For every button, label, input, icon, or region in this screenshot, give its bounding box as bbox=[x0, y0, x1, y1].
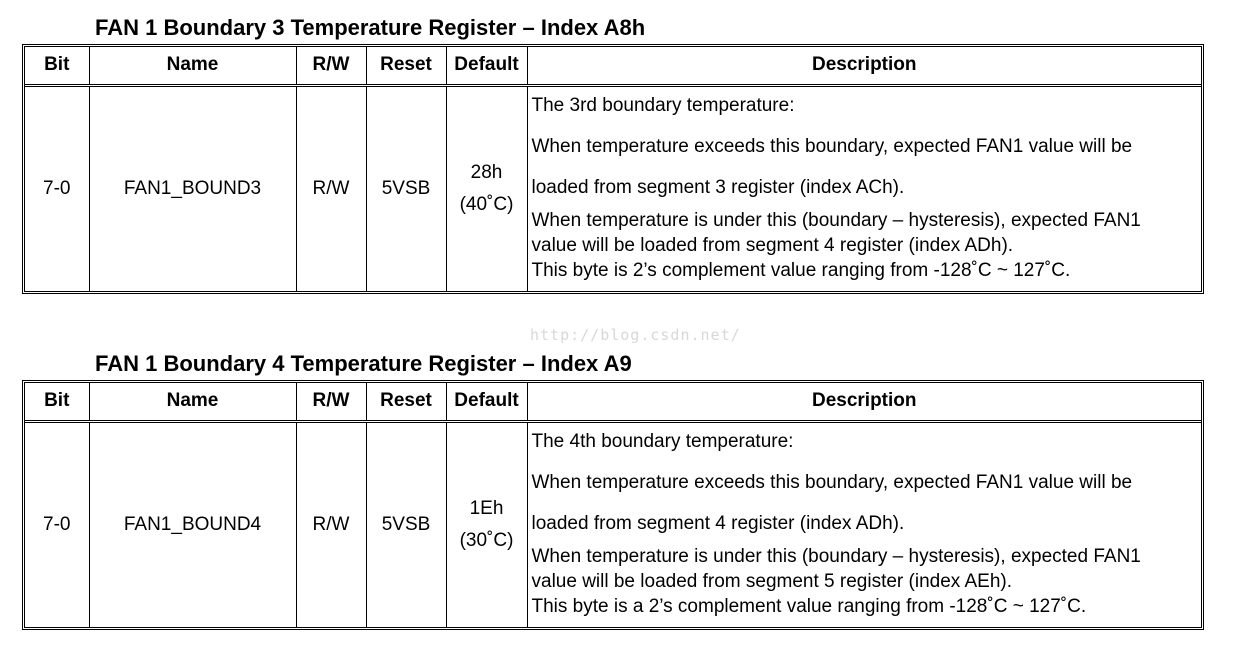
reset-cell: 5VSB bbox=[366, 85, 446, 291]
rw-cell: R/W bbox=[296, 85, 366, 291]
description-line: loaded from segment 4 register (index ADh). bbox=[531, 512, 905, 534]
default-cell bbox=[446, 421, 527, 627]
header-bit: Bit bbox=[25, 383, 89, 421]
description-line: When temperature exceeds this boundary, expected FAN1 value will be bbox=[531, 135, 1133, 157]
bit-cell: 7-0 bbox=[25, 421, 89, 627]
description-cell bbox=[527, 85, 1201, 291]
description-line: This byte is a 2’s complement value ranging from -128˚C ~ 127˚C. bbox=[531, 595, 1087, 617]
header-name: Name bbox=[89, 383, 296, 421]
header-default: Default bbox=[446, 47, 527, 85]
header-name: Name bbox=[89, 47, 296, 85]
description-line: When temperature is under this (boundary – hysteresis), expected FAN1 bbox=[531, 209, 1141, 231]
description-line: When temperature is under this (boundary – hysteresis), expected FAN1 bbox=[531, 545, 1141, 567]
name-cell: FAN1_BOUND4 bbox=[89, 421, 296, 627]
default-cell bbox=[446, 85, 527, 291]
register-title: FAN 1 Boundary 4 Temperature Register – Index A9 bbox=[95, 351, 632, 376]
register-title: FAN 1 Boundary 3 Temperature Register – Index A8h bbox=[95, 15, 646, 40]
name-cell: FAN1_BOUND3 bbox=[89, 85, 296, 291]
default-temp: (40˚C) bbox=[459, 193, 514, 215]
bit-cell: 7-0 bbox=[25, 85, 89, 291]
description-line: loaded from segment 3 register (index ACh). bbox=[531, 176, 905, 198]
header-reset: Reset bbox=[366, 383, 446, 421]
default-hex: 1Eh bbox=[469, 497, 504, 519]
header-description: Description bbox=[527, 47, 1201, 85]
table-row bbox=[25, 421, 1201, 627]
header-rw: R/W bbox=[296, 47, 366, 85]
table-row bbox=[25, 85, 1201, 291]
description-cell bbox=[527, 421, 1201, 627]
table-header-row bbox=[25, 47, 1201, 85]
header-reset: Reset bbox=[366, 47, 446, 85]
description-line: The 3rd boundary temperature: bbox=[531, 94, 795, 116]
reset-cell: 5VSB bbox=[366, 421, 446, 627]
header-rw: R/W bbox=[296, 383, 366, 421]
description-line: The 4th boundary temperature: bbox=[531, 430, 794, 452]
register-table bbox=[22, 380, 1204, 630]
register-table bbox=[22, 44, 1204, 294]
default-hex: 28h bbox=[470, 161, 503, 183]
default-temp: (30˚C) bbox=[459, 529, 514, 551]
header-description: Description bbox=[527, 383, 1201, 421]
rw-cell: R/W bbox=[296, 421, 366, 627]
description-line: This byte is 2’s complement value ranging from -128˚C ~ 127˚C. bbox=[531, 259, 1071, 281]
description-line: When temperature exceeds this boundary, expected FAN1 value will be bbox=[531, 471, 1133, 493]
description-line: value will be loaded from segment 4 register (index ADh). bbox=[531, 234, 1014, 256]
header-bit: Bit bbox=[25, 47, 89, 85]
table-header-row bbox=[25, 383, 1201, 421]
header-default: Default bbox=[446, 383, 527, 421]
watermark: http://blog.csdn.net/ bbox=[530, 326, 741, 344]
description-line: value will be loaded from segment 5 register (index AEh). bbox=[531, 570, 1013, 592]
